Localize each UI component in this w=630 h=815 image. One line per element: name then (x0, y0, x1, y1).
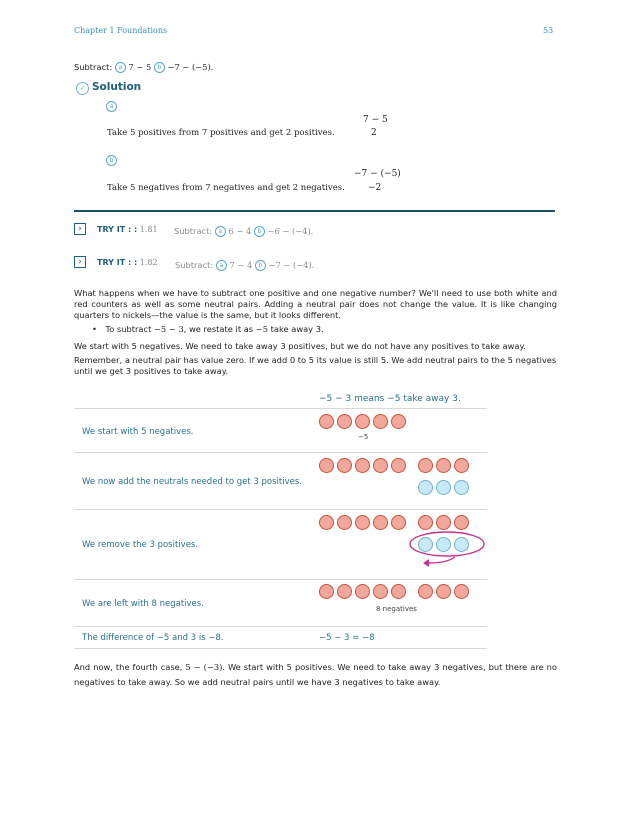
try-it-2-prompt (175, 260, 314, 271)
bullet-post: take away 3. (270, 324, 324, 334)
part-b-badge-icon: b (106, 155, 117, 166)
row-1-caption: −5 (358, 433, 369, 441)
part-a-result: 2 (371, 128, 377, 138)
negative-counter (355, 515, 370, 530)
try-it-1-b: −6 − (−4). (267, 226, 314, 236)
bullet-item: • To subtract −5 − 3, we restate it as −5 take away 3. (92, 324, 324, 334)
try-it-1-a: 6 − 4 (228, 226, 252, 236)
table-footer-right: −5 − 3 = −8 (319, 633, 375, 643)
closing-pre: And now, the fourth case, (74, 662, 183, 672)
paragraph-neutral: Remember, a neutral pair has value zero. If we add 0 to 5 its value is still 5. We add neutral pairs to the 5 negatives until we get 3 positives to take away. (74, 355, 557, 376)
section-divider (74, 210, 555, 212)
paragraph-intro: What happens when we have to subtract one positive and one negative number? We'll need to use both white and red counters as well as some neutral pairs. Adding a neutral pair does not change the value. It is like changing quarters to nickels—the value is the same, but it looks different. (74, 288, 557, 320)
table-row-3-text: We remove the 3 positives. (82, 540, 199, 550)
negative-counter (319, 515, 334, 530)
part-a-text: Take 5 positives from 7 positives and get 2 positives. (107, 128, 335, 138)
negative-counter (391, 458, 406, 473)
negative-counter (337, 515, 352, 530)
counters-row-2 (319, 456, 479, 498)
removal-arrow-icon (407, 530, 489, 576)
page-number: 53 (543, 26, 554, 35)
table-footer-left: The difference of −5 and 3 is −8. (82, 633, 224, 643)
part-b-text: Take 5 negatives from 7 negatives and get 2 negatives. (107, 183, 345, 193)
table-row-4-text: We are left with 8 negatives. (82, 599, 204, 609)
try-it-1-expand-icon[interactable]: › (74, 223, 86, 235)
example-prompt (74, 62, 213, 73)
subtract-label: Subtract: (74, 62, 113, 72)
negative-counter (355, 584, 370, 599)
table-header: −5 − 3 means −5 take away 3. (319, 394, 461, 404)
table-rule (74, 509, 487, 510)
check-circle-icon: ✓ (76, 82, 89, 95)
negative-counter (391, 584, 406, 599)
try-it-2-badge-a-icon: a (216, 260, 227, 271)
try-it-1-number: 1.81 (139, 225, 158, 234)
table-row-2-text: We now add the neutrals needed to get 3 positives. (82, 477, 303, 487)
negative-counter (391, 515, 406, 530)
table-rule (74, 579, 487, 580)
positive-counter (418, 480, 433, 495)
closing-post: We start with 5 positives. We need to take away 3 negatives, but there are no negatives to take away. So we add neutral pairs until we have 3 negatives to take away. (74, 662, 558, 687)
try-it-2-number: 1.82 (139, 258, 158, 267)
example-b-expr: −7 − (−5). (167, 62, 214, 72)
negative-counter (454, 515, 469, 530)
badge-b-icon: b (154, 62, 165, 73)
try-it-1[interactable] (97, 225, 158, 234)
negative-counter (454, 458, 469, 473)
try-it-2[interactable] (97, 258, 158, 267)
solution-title: Solution (92, 81, 142, 93)
paragraph-start: We start with 5 negatives. We need to take away 3 positives, but we do not have any positives to take away. (74, 341, 526, 351)
closing-expr: 5 − (−3). (185, 662, 225, 672)
negative-counter (355, 458, 370, 473)
badge-a-icon: a (115, 62, 126, 73)
negative-counter (436, 584, 451, 599)
negative-counter (418, 515, 433, 530)
negative-counter (337, 414, 352, 429)
try-it-2-subtract: Subtract: (175, 260, 214, 270)
try-it-1-subtract: Subtract: (174, 226, 213, 236)
table-rule (74, 648, 487, 649)
table-row-1-text: We start with 5 negatives. (82, 427, 194, 437)
part-b-expr: −7 − (−5) (354, 169, 401, 179)
bullet-mid: we restate it as (189, 324, 254, 334)
part-b-result: −2 (368, 183, 382, 193)
negative-counter (373, 458, 388, 473)
try-it-2-expand-icon[interactable]: › (74, 256, 86, 268)
negative-counter (319, 584, 334, 599)
table-rule (74, 408, 487, 409)
negative-counter (391, 414, 406, 429)
try-it-2-label: TRY IT : : (97, 258, 138, 267)
negative-counter (454, 584, 469, 599)
negative-counter (418, 584, 433, 599)
negative-counter (337, 458, 352, 473)
negative-counter (436, 515, 451, 530)
part-a-badge-icon: a (106, 101, 117, 112)
negative-counter (418, 458, 433, 473)
try-it-1-badge-b-icon: b (254, 226, 265, 237)
chapter-title: Chapter 1 Foundations (74, 26, 168, 35)
try-it-2-badge-b-icon: b (255, 260, 266, 271)
negative-counter (319, 414, 334, 429)
paragraph-fourth-case (74, 660, 557, 690)
negative-counter (355, 414, 370, 429)
negative-counter (436, 458, 451, 473)
try-it-2-b: −7 − (−4). (268, 260, 315, 270)
try-it-1-label: TRY IT : : (97, 225, 138, 234)
bullet-expr: −5 − 3, (153, 324, 187, 334)
negative-counter (373, 414, 388, 429)
try-it-1-badge-a-icon: a (215, 226, 226, 237)
try-it-1-prompt (174, 226, 313, 237)
row-4-caption: 8 negatives (376, 605, 417, 613)
example-a-expr: 7 − 5 (128, 62, 152, 72)
negative-counter (337, 584, 352, 599)
negative-counter (319, 458, 334, 473)
counters-row-3 (319, 512, 489, 576)
table-rule (74, 626, 487, 627)
bullet-pre: To subtract (105, 324, 152, 334)
try-it-2-a: 7 − 4 (229, 260, 253, 270)
positive-counter (454, 480, 469, 495)
part-a-expr: 7 − 5 (363, 115, 388, 125)
table-rule (74, 452, 487, 453)
positive-counter (436, 480, 451, 495)
bullet-expr2: −5 (255, 324, 268, 334)
negative-counter (373, 584, 388, 599)
negative-counter (373, 515, 388, 530)
counters-row-4 (319, 582, 479, 602)
counters-row-1 (319, 412, 419, 430)
